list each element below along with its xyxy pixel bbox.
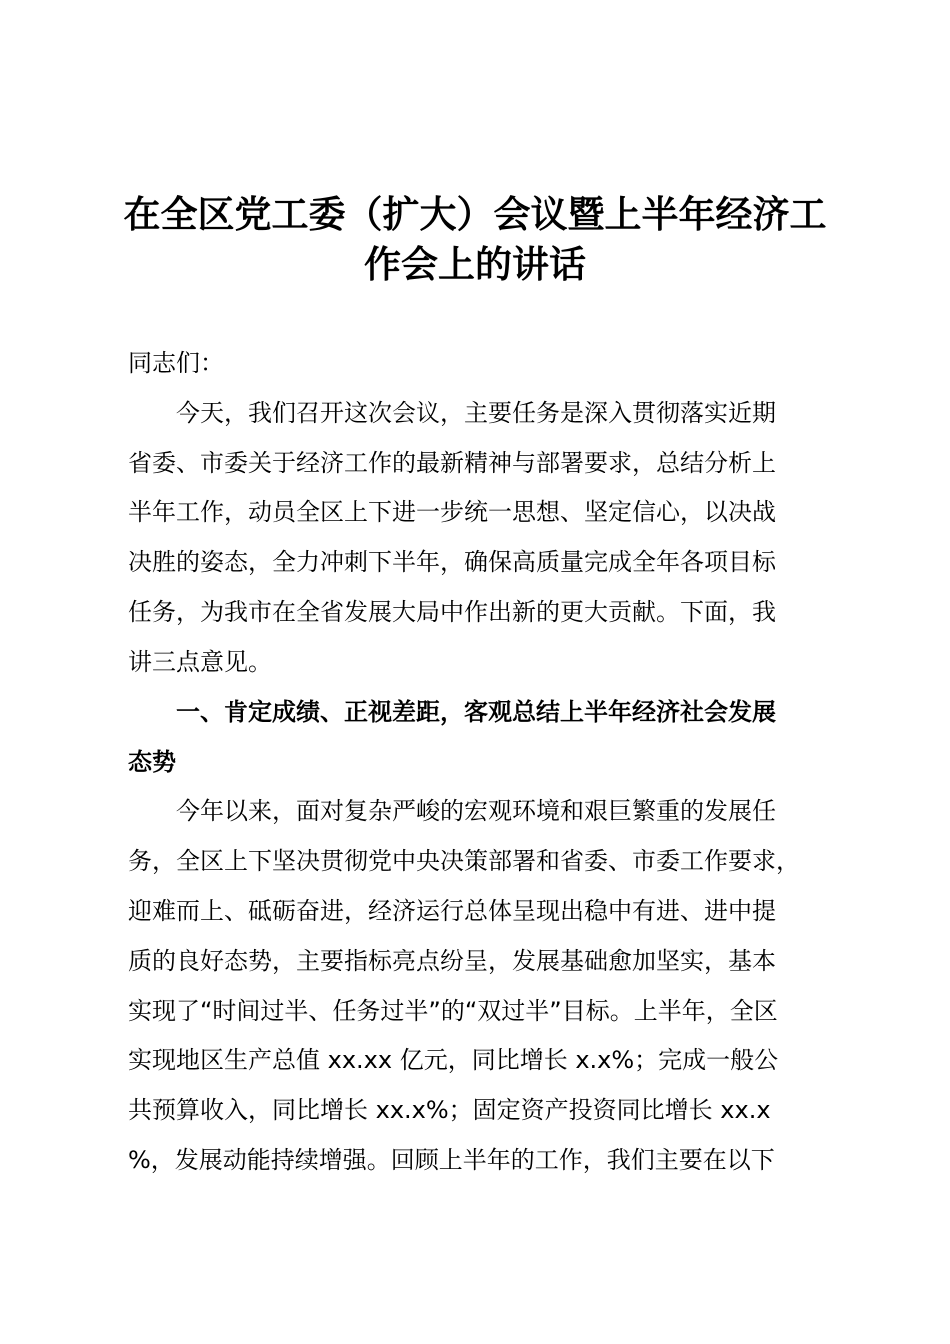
body-line: %，发展动能持续增强。回顾上半年的工作，我们主要在以下 [128, 1146, 775, 1174]
body-line: 实现了“时间过半、任务过半”的“双过半”目标。上半年，全区 [128, 997, 778, 1025]
body-line: 实现地区生产总值 xx.xx 亿元，同比增长 x.x%；完成一般公 [128, 1046, 779, 1074]
body-line: 任务，为我市在全省发展大局中作出新的更大贡献。下面，我 [128, 598, 776, 626]
body-line: 决胜的姿态，全力冲刺下半年，确保高质量完成全年各项目标 [128, 548, 776, 576]
body-line: 共预算收入，同比增长 xx.x%；固定资产投资同比增长 xx.x [128, 1096, 771, 1124]
body-line: 讲三点意见。 [128, 648, 272, 676]
document-title-line-1: 在全区党工委（扩大）会议暨上半年经济工 [123, 192, 827, 236]
document-title-line-2: 作会上的讲话 [364, 242, 586, 286]
body-line: 迎难而上、砥砺奋进，经济运行总体呈现出稳中有进、进中提 [128, 897, 776, 925]
section-heading-line: 态势 [128, 748, 176, 776]
section-heading-line: 一、肯定成绩、正视差距，客观总结上半年经济社会发展 [128, 698, 776, 726]
body-line: 务，全区上下坚决贯彻党中央决策部署和省委、市委工作要求， [128, 847, 800, 875]
body-line: 今天，我们召开这次会议，主要任务是深入贯彻落实近期 [128, 399, 776, 427]
body-line: 省委、市委关于经济工作的最新精神与部署要求，总结分析上 [128, 449, 776, 477]
body-line: 今年以来，面对复杂严峻的宏观环境和艰巨繁重的发展任 [128, 797, 776, 825]
body-line: 半年工作，动员全区上下进一步统一思想、坚定信心，以决战 [128, 498, 776, 526]
salutation: 同志们： [128, 349, 224, 377]
body-line: 质的良好态势，主要指标亮点纷呈，发展基础愈加坚实，基本 [128, 947, 776, 975]
